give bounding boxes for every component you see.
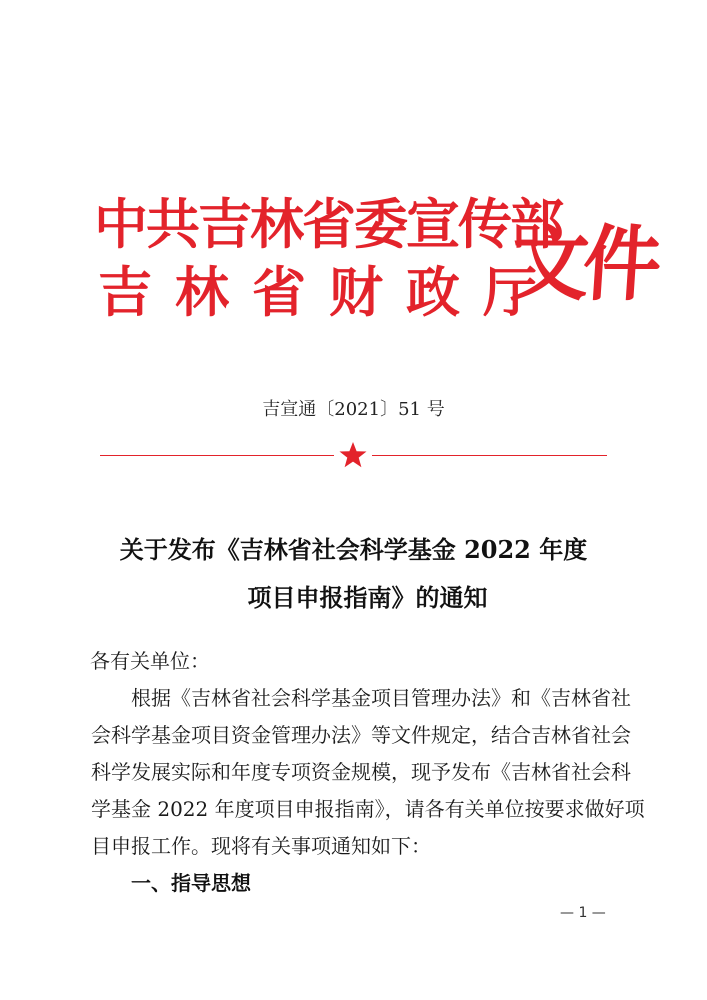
document-number: 吉宣通〔2021〕51 号 xyxy=(262,399,445,420)
document-label: 文件 xyxy=(507,217,659,313)
page-number: — 1 — xyxy=(560,905,606,921)
paragraph-line: 科学发展实际和年度专项资金规模，现予发布《吉林省社会科 xyxy=(91,760,631,784)
paragraph-line: 学基金 2022 年度项目申报指南》，请各有关单位按要求做好项 xyxy=(91,797,645,821)
paragraph-line: 目申报工作。现将有关事项通知如下： xyxy=(91,834,431,858)
paragraph-line: 会科学基金项目资金管理办法》等文件规定，结合吉林省社会 xyxy=(91,723,631,747)
section-heading: 一、指导思想 xyxy=(131,871,251,895)
salutation: 各有关单位： xyxy=(90,649,210,673)
notice-title-line-2: 项目申报指南》的通知 xyxy=(247,583,488,612)
red-separator-right xyxy=(372,455,607,456)
issuer-name-2: 吉林省财政厅 xyxy=(98,261,560,324)
notice-title-line-1: 关于发布《吉林省社会科学基金 2022 年度 xyxy=(119,535,588,564)
issuer-name-1: 中共吉林省委宣传部 xyxy=(94,193,562,256)
paragraph-line: 根据《吉林省社会科学基金项目管理办法》和《吉林省社 xyxy=(131,686,631,710)
red-separator-left xyxy=(100,455,334,456)
star-icon xyxy=(338,441,368,469)
